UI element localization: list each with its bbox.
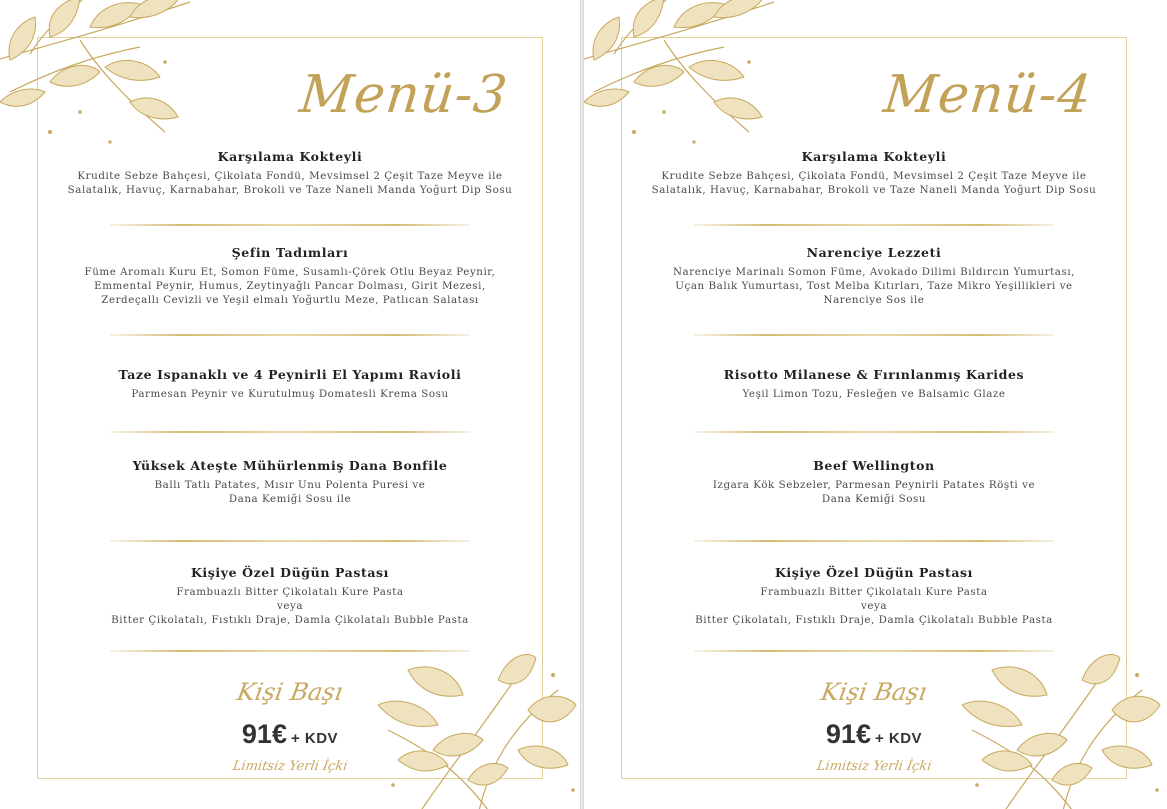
menu-section xyxy=(60,244,520,307)
menu-section xyxy=(644,366,1104,401)
menu-section xyxy=(60,457,520,506)
description-line: Salatalık, Havuç, Karnabahar, Brokoli ve Taze Naneli Manda Yoğurt Dip Sosu xyxy=(651,184,1097,196)
section-description xyxy=(644,478,1104,506)
price-row xyxy=(190,714,390,759)
description-line: Ballı Tatlı Patates, Mısır Unu Polenta Puresi ve xyxy=(154,479,426,491)
section-heading: Beef Wellington xyxy=(813,458,935,473)
menu-section xyxy=(60,564,520,627)
section-heading: Karşılama Kokteyli xyxy=(801,149,947,164)
menu-page-3 xyxy=(0,0,580,809)
gold-divider xyxy=(694,224,1054,226)
description-line: veya xyxy=(276,600,304,612)
price-value: 91€ xyxy=(825,719,871,749)
menu-section xyxy=(60,366,520,401)
description-line: Krudite Sebze Bahçesi, Çikolata Fondü, Mevsimsel 2 Çeşit Taze Meyve ile xyxy=(661,170,1087,182)
description-line: Izgara Kök Sebzeler, Parmesan Peynirli Patates Röşti ve xyxy=(712,479,1036,491)
section-description xyxy=(60,265,520,307)
description-line: Krudite Sebze Bahçesi, Çikolata Fondü, Mevsimsel 2 Çeşit Taze Meyve ile xyxy=(77,170,503,182)
price-row xyxy=(774,714,974,759)
description-line: Frambuazlı Bitter Çikolatalı Kure Pasta xyxy=(176,586,404,598)
gold-divider xyxy=(694,334,1054,336)
section-heading: Risotto Milanese & Fırınlanmış Karides xyxy=(723,367,1025,382)
section-heading: Karşılama Kokteyli xyxy=(217,149,363,164)
section-heading: Şefin Tadımları xyxy=(231,245,349,260)
per-person-label: Kişi Başı xyxy=(234,678,346,706)
gold-divider xyxy=(694,540,1054,542)
description-line: veya xyxy=(860,600,888,612)
section-description xyxy=(644,265,1104,307)
tax-label: + KDV xyxy=(290,730,339,747)
gold-divider xyxy=(110,224,470,226)
description-line: Bitter Çikolatalı, Fıstıklı Draje, Damla Çikolatalı Bubble Pasta xyxy=(111,614,469,626)
section-description xyxy=(60,585,520,627)
gold-divider xyxy=(110,334,470,336)
section-heading: Kişiye Özel Düğün Pastası xyxy=(190,565,390,580)
section-description xyxy=(644,387,1104,401)
description-line: Dana Kemiği Sosu xyxy=(821,493,927,505)
unlimited-drinks-label: Limitsiz Yerli İçki xyxy=(231,759,349,774)
per-person-label: Kişi Başı xyxy=(818,678,930,706)
description-line: Narenciye Sos ile xyxy=(823,294,925,306)
description-line: Frambuazlı Bitter Çikolatalı Kure Pasta xyxy=(760,586,988,598)
gold-divider xyxy=(110,540,470,542)
description-line: Dana Kemiği Sosu ile xyxy=(228,493,352,505)
section-description xyxy=(644,169,1104,197)
section-heading: Kişiye Özel Düğün Pastası xyxy=(774,565,974,580)
menu-page-4 xyxy=(584,0,1164,809)
description-line: Narenciye Marinalı Somon Füme, Avokado Dilimi Bıldırcın Yumurtası, xyxy=(672,266,1075,278)
description-line: Füme Aromalı Kuru Et, Somon Füme, Susamlı-Çörek Otlu Beyaz Peynir, xyxy=(84,266,496,278)
section-description xyxy=(60,387,520,401)
gold-divider xyxy=(694,431,1054,433)
menu-section xyxy=(644,457,1104,506)
section-description xyxy=(644,585,1104,627)
description-line: Bitter Çikolatalı, Fıstıklı Draje, Damla Çikolatalı Bubble Pasta xyxy=(695,614,1053,626)
section-heading: Yüksek Ateşte Mühürlenmiş Dana Bonfile xyxy=(132,458,448,473)
description-line: Uçan Balık Yumurtası, Tost Melba Kıtırları, Taze Mikro Yeşillikleri ve xyxy=(675,280,1073,292)
section-description xyxy=(60,169,520,197)
gold-divider xyxy=(694,650,1054,652)
menu-section xyxy=(60,148,520,197)
menu-title: Menü-3 xyxy=(296,65,511,125)
unlimited-drinks-label: Limitsiz Yerli İçki xyxy=(815,759,933,774)
section-heading: Taze Ispanaklı ve 4 Peynirli El Yapımı Ravioli xyxy=(118,367,462,382)
section-heading: Narenciye Lezzeti xyxy=(806,245,942,260)
menu-section xyxy=(644,244,1104,307)
menu-title: Menü-4 xyxy=(880,65,1095,125)
description-line: Yeşil Limon Tozu, Fesleğen ve Balsamic Glaze xyxy=(742,388,1006,400)
tax-label: + KDV xyxy=(874,730,923,747)
gold-divider xyxy=(110,431,470,433)
menu-section xyxy=(644,148,1104,197)
menu-section xyxy=(644,564,1104,627)
section-description xyxy=(60,478,520,506)
gold-divider xyxy=(110,650,470,652)
description-line: Zerdeçallı Cevizli ve Yeşil elmalı Yoğurtlu Meze, Patlıcan Salatası xyxy=(101,294,479,306)
description-line: Salatalık, Havuç, Karnabahar, Brokoli ve Taze Naneli Manda Yoğurt Dip Sosu xyxy=(67,184,513,196)
price-value: 91€ xyxy=(241,719,287,749)
description-line: Emmental Peynir, Humus, Zeytinyağlı Pancar Dolması, Girit Mezesi, xyxy=(94,280,486,292)
description-line: Parmesan Peynir ve Kurutulmuş Domatesli Krema Sosu xyxy=(131,388,449,400)
